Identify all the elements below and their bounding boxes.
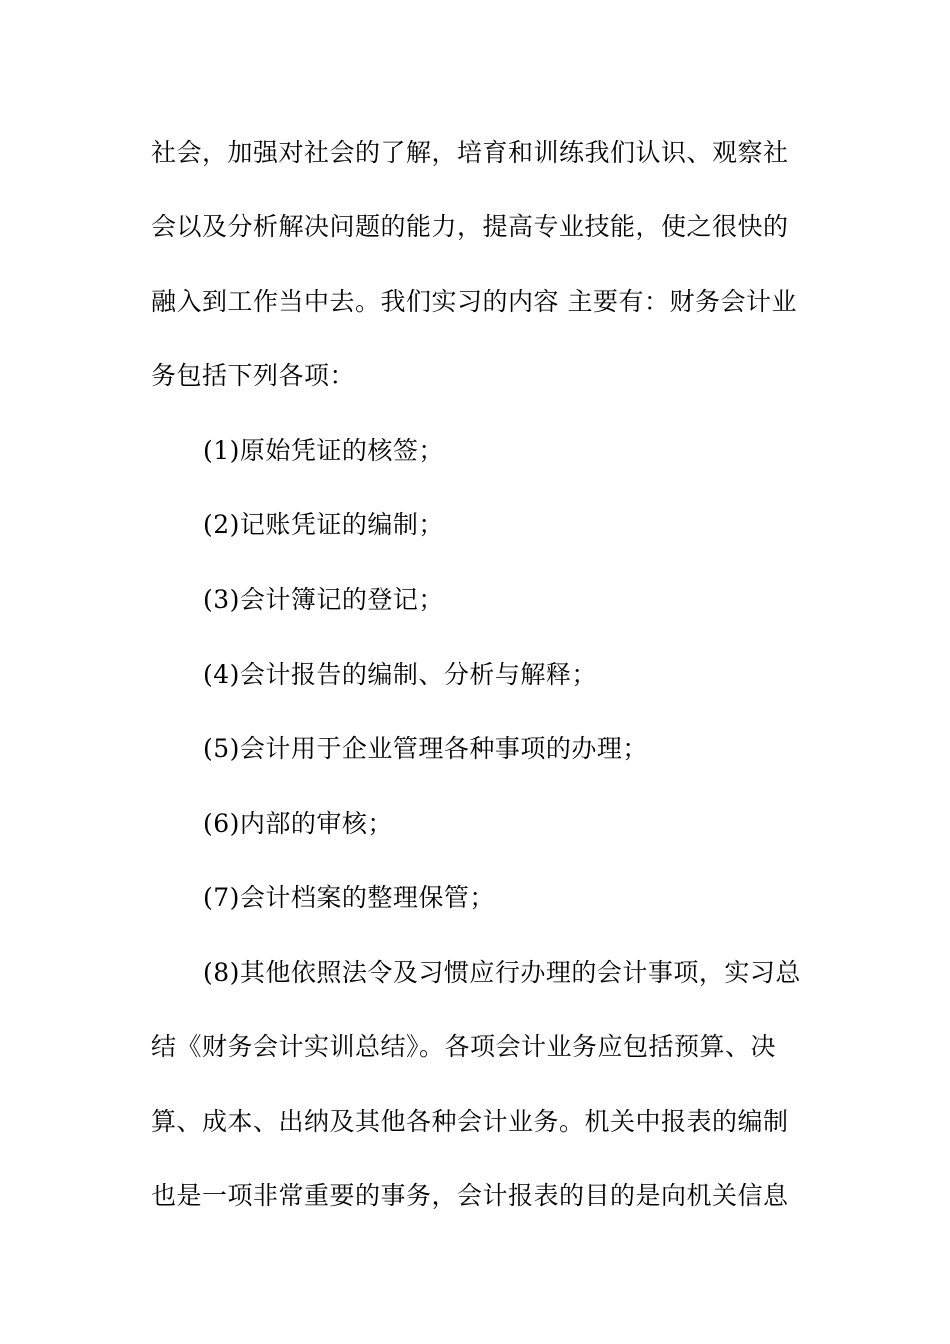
list-item-8: (8)其他依照法令及习惯应行办理的会计事项，实习总 — [203, 958, 801, 987]
paragraph-line-7: 也是一项非常重要的事务，会计报表的目的是向机关信息 — [151, 1181, 789, 1210]
list-item-4: (4)会计报告的编制、分析与解释； — [203, 660, 597, 689]
paragraph-line-6: 算、成本、出纳及其他各种会计业务。机关中报表的编制 — [151, 1107, 789, 1136]
list-item-1: (1)原始凭证的核签； — [203, 436, 444, 465]
paragraph-line-5: 结《财务会计实训总结》。各项会计业务应包括预算、决 — [151, 1032, 777, 1061]
paragraph-line-2: 会以及分析解决问题的能力，提高专业技能，使之很快的 — [151, 212, 789, 241]
paragraph-line-1: 社会，加强对社会的了解，培育和训练我们认识、观察社 — [151, 138, 789, 167]
list-item-2: (2)记账凭证的编制； — [203, 510, 444, 539]
list-item-3: (3)会计簿记的登记； — [203, 585, 444, 614]
list-item-5: (5)会计用于企业管理各种事项的办理； — [203, 734, 648, 763]
list-item-6: (6)内部的审核； — [203, 809, 393, 838]
paragraph-line-4: 务包括下列各项： — [151, 361, 356, 390]
paragraph-line-3: 融入到工作当中去。我们实习的内容 主要有：财务会计业 — [151, 287, 797, 316]
list-item-7: (7)会计档案的整理保管； — [203, 883, 495, 912]
